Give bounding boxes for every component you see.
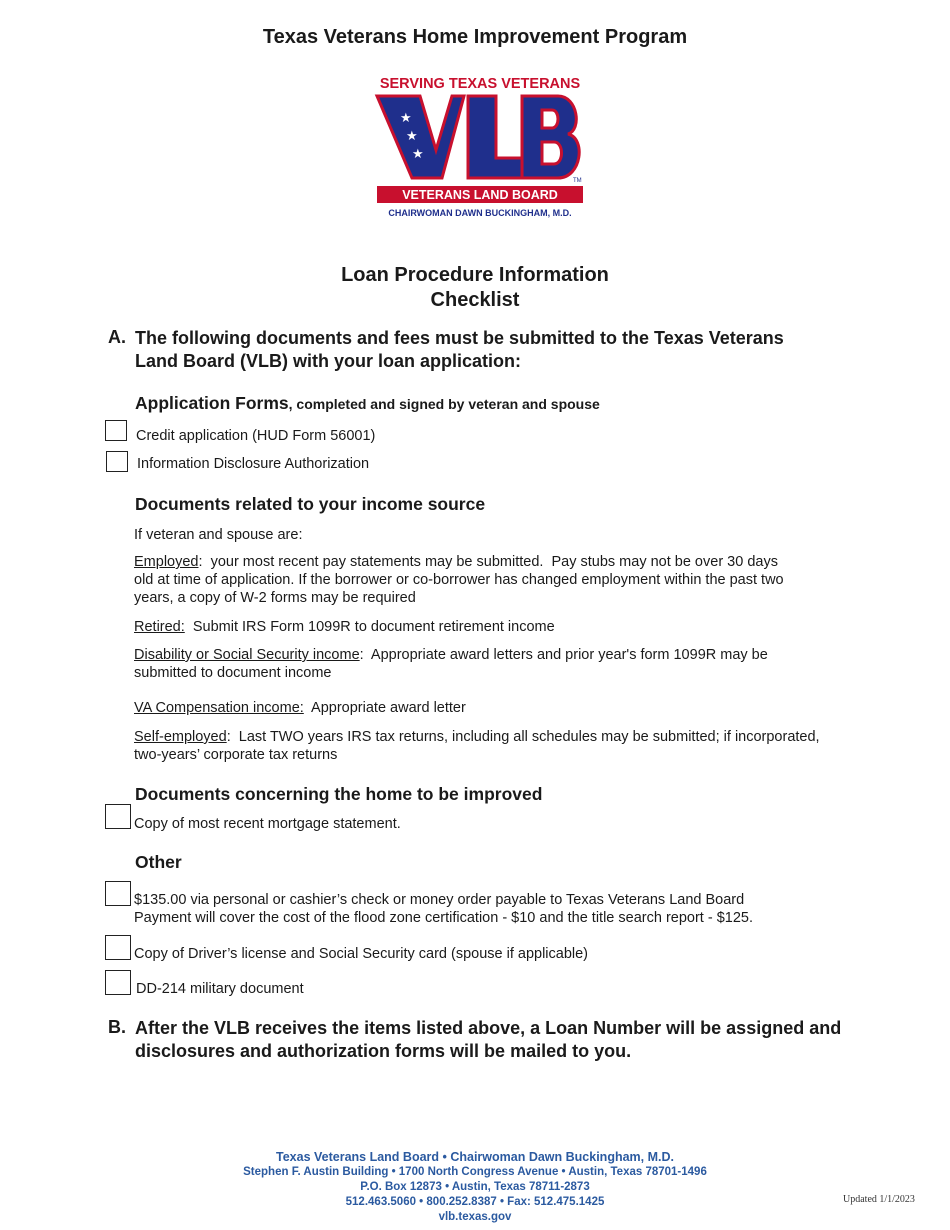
- income-heading: Documents related to your income source: [135, 494, 486, 514]
- credit-application-label: Credit application (HUD Form 56001): [136, 428, 376, 444]
- footer-line4: 512.463.5060 • 800.252.8387 • Fax: 512.475.1425: [345, 1196, 605, 1208]
- document-title: Texas Veterans Home Improvement Program: [262, 26, 688, 48]
- logo-letter-l: [468, 96, 526, 178]
- income-intro: If veteran and spouse are:: [134, 527, 303, 543]
- fee-text: $135.00 via personal or cashier’s check or money order payable to Texas Veterans Land Board Payment will cover the cost of the flood zone certification - $10 and the title search report - $125.: [134, 892, 753, 926]
- logo-banner-text: VETERANS LAND BOARD: [402, 188, 558, 202]
- footer-line3: P.O. Box 12873 • Austin, Texas 78711-2873: [360, 1181, 590, 1193]
- dd214-label: DD-214 military document: [136, 981, 304, 997]
- logo-chair: CHAIRWOMAN DAWN BUCKINGHAM, M.D.: [388, 208, 572, 218]
- application-forms-heading-note: , completed and signed by veteran and spouse: [288, 396, 600, 412]
- section-b-letter: B.: [108, 1017, 126, 1037]
- disclosure-authorization-checkbox[interactable]: [106, 451, 128, 472]
- income-retired: Retired: Submit IRS Form 1099R to document retirement income: [134, 619, 555, 635]
- section-a-line2: Land Board (VLB) with your loan application:: [135, 351, 521, 371]
- section-a-text: [135, 327, 875, 373]
- logo-letter-v: [377, 96, 464, 178]
- section-a-letter: A.: [108, 327, 126, 347]
- fee-checkbox[interactable]: [105, 881, 131, 906]
- income-self-employed: Self-employed: Last TWO years IRS tax returns, including all schedules may be submitted; if incorporated, two-years’ corporate tax returns: [134, 729, 820, 763]
- application-forms-heading-text: Application Forms: [135, 393, 289, 413]
- other-heading: Other: [135, 852, 182, 872]
- section-b-line1: After the VLB receives the items listed above, a Loan Number will be assigned and: [135, 1018, 842, 1038]
- updated-date: Updated 1/1/2023: [843, 1194, 915, 1205]
- home-heading: Documents concerning the home to be improved: [135, 784, 543, 804]
- credit-application-checkbox[interactable]: [105, 420, 127, 441]
- trademark-mark: TM: [573, 178, 582, 184]
- footer-line1: Texas Veterans Land Board • Chairwoman Dawn Buckingham, M.D.: [276, 1150, 674, 1164]
- income-disability: Disability or Social Security income: Appropriate award letters and prior year's form 1099R may be submitted to document income: [134, 647, 768, 681]
- checklist-title-line2: Checklist: [430, 289, 520, 311]
- logo-tagline: SERVING TEXAS VETERANS: [379, 76, 581, 92]
- section-b-text: [135, 1017, 875, 1063]
- self-employed-label: Self-employed: [134, 729, 227, 745]
- star-icon: ★: [400, 111, 412, 126]
- checklist-title-line1: Loan Procedure Information: [341, 264, 609, 286]
- id-docs-checkbox[interactable]: [105, 935, 131, 960]
- footer-website: vlb.texas.gov: [438, 1211, 512, 1223]
- application-forms-heading: [135, 393, 600, 414]
- footer-line2: Stephen F. Austin Building • 1700 North Congress Avenue • Austin, Texas 78701-1496: [243, 1166, 707, 1178]
- star-icon: ★: [406, 129, 418, 144]
- va-label: VA Compensation income:: [134, 700, 304, 716]
- mortgage-statement-checkbox[interactable]: [105, 804, 131, 829]
- id-docs-label: Copy of Driver’s license and Social Security card (spouse if applicable): [134, 946, 589, 962]
- employed-label: Employed: [134, 554, 199, 570]
- retired-label: Retired:: [134, 619, 185, 635]
- logo-letter-b: [522, 96, 579, 178]
- footer-address: [0, 1150, 950, 1225]
- disclosure-authorization-label: Information Disclosure Authorization: [137, 456, 370, 472]
- income-va: VA Compensation income: Appropriate award letter: [134, 700, 466, 716]
- vlb-logo: [372, 74, 588, 220]
- income-employed: Employed: your most recent pay statements may be submitted. Pay stubs may not be over 30 days old at time of application. If the borrower or co-borrower has changed employment within the past two years, a copy of W-2 forms may be required: [134, 554, 784, 606]
- star-icon: ★: [412, 147, 424, 162]
- dd214-checkbox[interactable]: [105, 970, 131, 995]
- mortgage-statement-label: Copy of most recent mortgage statement.: [134, 816, 401, 832]
- disability-label: Disability or Social Security income: [134, 647, 360, 663]
- section-b-line2: disclosures and authorization forms will be mailed to you.: [135, 1041, 632, 1061]
- section-a-line1: The following documents and fees must be submitted to the Texas Veterans: [135, 328, 784, 348]
